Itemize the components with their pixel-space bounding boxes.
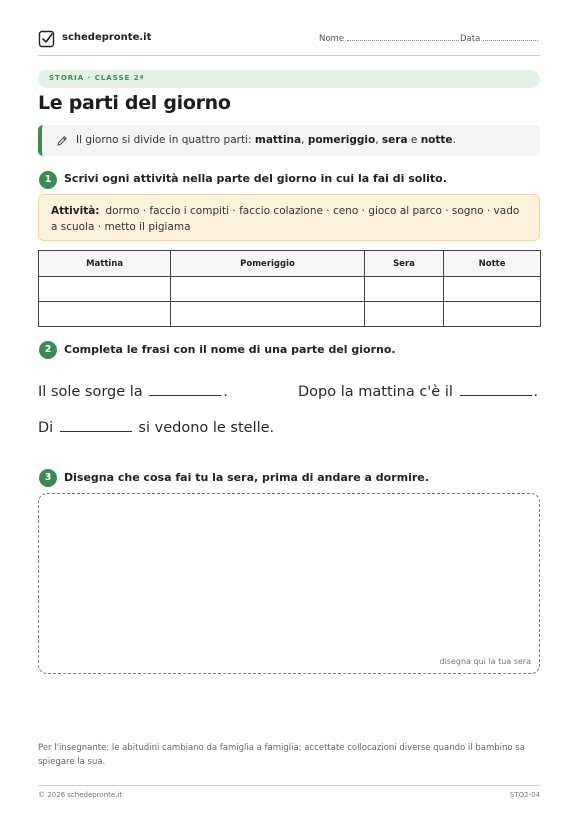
exercise-1-instruction: Scrivi ogni attività nella parte del giorno in cui la fai di solito. <box>64 172 447 185</box>
info-text: Il giorno si divide in quattro parti: mattina, pomeriggio, sera e notte. <box>76 134 456 146</box>
answer-blank-2[interactable] <box>460 384 532 396</box>
info-box <box>38 125 540 156</box>
day-parts-table <box>38 250 541 327</box>
part-pomeriggio: pomeriggio <box>307 134 376 146</box>
copyright: © 2026 schedepronte.it <box>38 791 123 799</box>
table-row <box>39 302 541 327</box>
pencil-icon <box>56 135 68 147</box>
exercise-3-instruction: Disegna che cosa fai tu la sera, prima di andare a dormire. <box>64 471 429 484</box>
column-header-sera: Sera <box>364 251 443 277</box>
table-row <box>39 277 541 302</box>
checkmark-document-icon <box>38 30 56 48</box>
drawing-area[interactable] <box>38 493 540 674</box>
drawing-hint: disegna qui la tua sera <box>439 657 531 666</box>
worksheet-header <box>38 30 540 56</box>
exercise-1-number: 1 <box>39 171 57 189</box>
site-name: schedepronte.it <box>62 32 152 43</box>
date-field[interactable] <box>460 34 538 44</box>
page-title: Le parti del giorno <box>38 92 231 114</box>
table-cell[interactable] <box>364 277 443 302</box>
answer-blank-1[interactable] <box>149 384 221 396</box>
column-header-notte: Notte <box>444 251 541 277</box>
activities-label: Attività: <box>51 205 100 217</box>
sentence-2: Dopo la mattina c'è il . <box>298 384 539 400</box>
column-header-pomeriggio: Pomeriggio <box>171 251 365 277</box>
table-cell[interactable] <box>444 302 541 327</box>
part-sera: sera <box>381 134 408 146</box>
exercise-2-number: 2 <box>39 341 57 359</box>
answer-blank-3[interactable] <box>60 420 132 432</box>
table-cell[interactable] <box>39 277 171 302</box>
part-mattina: mattina <box>254 134 302 146</box>
teacher-note: Per l'insegnante: le abitudini cambiano da famiglia a famiglia; accettate collocazioni diverse quando il bambino sa spiegare la sua. <box>38 743 525 767</box>
activities-list: dormo · faccio i compiti · faccio colazione · ceno · gioco al parco · sogno · vado a scuola · metto il pigiama <box>51 205 520 233</box>
worksheet-code: STO2-04 <box>509 791 540 799</box>
column-header-mattina: Mattina <box>39 251 171 277</box>
table-cell[interactable] <box>171 277 365 302</box>
name-field[interactable] <box>319 34 459 44</box>
date-label: Data <box>460 34 481 44</box>
exercise-3-number: 3 <box>39 469 57 487</box>
subject-tag <box>38 70 540 88</box>
table-cell[interactable] <box>364 302 443 327</box>
activity-box <box>38 194 540 241</box>
exercise-2-instruction: Completa le frasi con il nome di una parte del giorno. <box>64 343 396 356</box>
sentence-1: Il sole sorge la . <box>38 384 228 400</box>
table-cell[interactable] <box>39 302 171 327</box>
table-cell[interactable] <box>171 302 365 327</box>
name-label: Nome <box>319 34 345 44</box>
subject-tag-text: STORIA · CLASSE 2ª <box>49 74 145 82</box>
table-cell[interactable] <box>444 277 541 302</box>
part-notte: notte <box>420 134 453 146</box>
page-footer <box>38 785 540 799</box>
sentence-3: Di si vedono le stelle. <box>38 420 275 436</box>
